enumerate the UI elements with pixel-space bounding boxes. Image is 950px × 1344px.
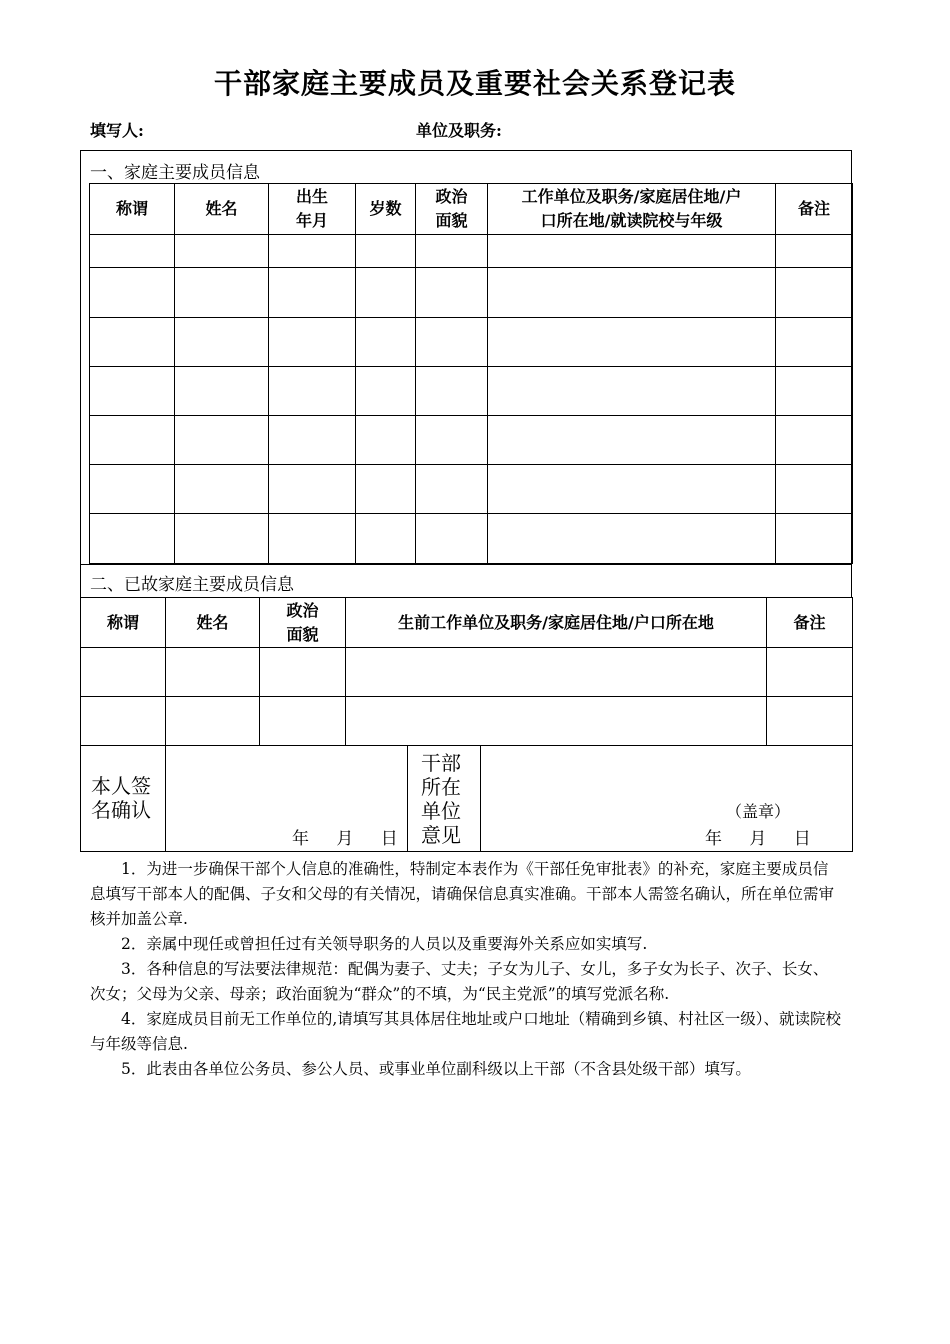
section1-header-4-line-1: 面貌 bbox=[435, 211, 468, 230]
table-cell[interactable] bbox=[260, 648, 346, 697]
table-row bbox=[81, 697, 853, 746]
instruction-2: 2．亲属中现任或曾担任过有关领导职务的人员以及重要海外关系应如实填写. bbox=[121, 935, 648, 953]
section1-header-1: 姓名 bbox=[175, 184, 269, 235]
table-cell[interactable] bbox=[90, 465, 175, 514]
table-cell[interactable] bbox=[416, 235, 488, 268]
table-cell[interactable] bbox=[776, 416, 853, 465]
section1-header-2-line-0: 出生 bbox=[295, 187, 328, 206]
seal-mark: （盖章） bbox=[726, 802, 791, 821]
table-cell[interactable] bbox=[260, 697, 346, 746]
table-row bbox=[90, 235, 853, 268]
table-cell[interactable] bbox=[488, 235, 776, 268]
table-cell[interactable] bbox=[416, 268, 488, 318]
table-row bbox=[90, 416, 853, 465]
table-cell[interactable] bbox=[175, 416, 269, 465]
section2-header-2-line-1: 面貌 bbox=[286, 624, 319, 644]
section1-header-4 bbox=[416, 184, 488, 235]
table-cell[interactable] bbox=[767, 697, 853, 746]
section1-header-0: 称谓 bbox=[90, 184, 175, 235]
section1-header-2-line-1: 年月 bbox=[295, 211, 328, 230]
table-cell[interactable] bbox=[81, 697, 166, 746]
table-cell[interactable] bbox=[416, 416, 488, 465]
table-cell[interactable] bbox=[175, 235, 269, 268]
table-cell[interactable] bbox=[416, 465, 488, 514]
table-row bbox=[90, 514, 853, 564]
table-cell[interactable] bbox=[416, 318, 488, 367]
table-cell[interactable] bbox=[269, 465, 356, 514]
unit-position-label: 单位及职务: bbox=[416, 121, 502, 140]
section2-title: 二、已故家庭主要成员信息 bbox=[90, 575, 294, 595]
table-cell[interactable] bbox=[776, 514, 853, 564]
self-signature-label-2: 名确认 bbox=[91, 798, 151, 822]
table-cell[interactable] bbox=[269, 268, 356, 318]
opinion-date: 年 月 日 bbox=[705, 829, 811, 849]
instructions bbox=[90, 857, 842, 1082]
section2-header-3: 生前工作单位及职务/家庭居住地/户口所在地 bbox=[346, 598, 767, 648]
table-row bbox=[90, 465, 853, 514]
table-cell[interactable] bbox=[356, 268, 416, 318]
table-cell[interactable] bbox=[776, 268, 853, 318]
table-cell[interactable] bbox=[346, 697, 767, 746]
instruction-4: 4．家庭成员目前无工作单位的,请填写其具体居住地址或户口地址（精确到乡镇、村社区一级）、就读院校与年级等信息. bbox=[90, 1010, 842, 1053]
table-cell[interactable] bbox=[776, 367, 853, 416]
table-cell[interactable] bbox=[269, 416, 356, 465]
section1-header-3: 岁数 bbox=[356, 184, 416, 235]
filler-label: 填写人: bbox=[90, 121, 144, 140]
table-cell[interactable] bbox=[356, 235, 416, 268]
section1-header-5-line-1: 口所在地/就读院校与年级 bbox=[540, 211, 723, 230]
table-cell[interactable] bbox=[488, 367, 776, 416]
table-cell[interactable] bbox=[776, 465, 853, 514]
self-signature-label-1: 本人签 bbox=[91, 774, 151, 798]
section2-header-0: 称谓 bbox=[81, 598, 166, 648]
instruction-5: 5．此表由各单位公务员、参公人员、或事业单位副科级以上干部（不含县处级干部）填写。 bbox=[121, 1060, 751, 1078]
opinion-label-3: 单位 bbox=[421, 799, 461, 823]
section1-title: 一、家庭主要成员信息 bbox=[90, 163, 260, 183]
self-signature-date: 年 月 日 bbox=[292, 829, 398, 849]
table-cell[interactable] bbox=[488, 465, 776, 514]
instruction-3: 3．各种信息的写法要法律规范：配偶为妻子、丈夫；子女为儿子、女儿，多子女为长子、次子、长女、次女；父母为父亲、母亲；政治面貌为“群众”的不填，为“民主党派”的填写党派名称. bbox=[90, 960, 829, 1003]
table-cell[interactable] bbox=[175, 465, 269, 514]
section1-header-4-line-0: 政治 bbox=[435, 187, 468, 206]
section1-header-5 bbox=[488, 184, 776, 235]
table-cell[interactable] bbox=[488, 514, 776, 564]
deceased-members-table bbox=[80, 597, 853, 746]
opinion-label-2: 所在 bbox=[421, 775, 461, 799]
table-cell[interactable] bbox=[776, 318, 853, 367]
table-cell[interactable] bbox=[175, 268, 269, 318]
table-cell[interactable] bbox=[90, 235, 175, 268]
opinion-label-1: 干部 bbox=[421, 751, 461, 775]
table-cell[interactable] bbox=[488, 318, 776, 367]
table-cell[interactable] bbox=[90, 318, 175, 367]
table-cell[interactable] bbox=[166, 648, 260, 697]
section2-header-2 bbox=[260, 598, 346, 648]
table-cell[interactable] bbox=[166, 697, 260, 746]
table-cell[interactable] bbox=[175, 367, 269, 416]
family-members-table bbox=[89, 183, 853, 564]
section2-header-4: 备注 bbox=[767, 598, 853, 648]
table-cell[interactable] bbox=[416, 367, 488, 416]
table-cell[interactable] bbox=[776, 235, 853, 268]
table-cell[interactable] bbox=[356, 318, 416, 367]
table-row bbox=[90, 318, 853, 367]
table-cell[interactable] bbox=[269, 235, 356, 268]
table-row bbox=[90, 367, 853, 416]
table-cell[interactable] bbox=[356, 514, 416, 564]
table-row bbox=[81, 648, 853, 697]
table-cell[interactable] bbox=[488, 268, 776, 318]
table-cell[interactable] bbox=[81, 648, 166, 697]
table-cell[interactable] bbox=[90, 514, 175, 564]
table-cell[interactable] bbox=[90, 268, 175, 318]
section2-header-2-line-0: 政治 bbox=[286, 600, 319, 620]
table-cell[interactable] bbox=[416, 514, 488, 564]
table-cell[interactable] bbox=[90, 367, 175, 416]
table-cell[interactable] bbox=[346, 648, 767, 697]
section1-header-5-line-0: 工作单位及职务/家庭居住地/户 bbox=[521, 187, 742, 206]
table-cell[interactable] bbox=[488, 416, 776, 465]
section1-header-6: 备注 bbox=[776, 184, 853, 235]
form-title: 干部家庭主要成员及重要社会关系登记表 bbox=[213, 67, 736, 100]
table-cell[interactable] bbox=[175, 318, 269, 367]
section2-header-1: 姓名 bbox=[166, 598, 260, 648]
table-cell[interactable] bbox=[90, 416, 175, 465]
table-cell[interactable] bbox=[269, 318, 356, 367]
section1-header-2 bbox=[269, 184, 356, 235]
table-cell[interactable] bbox=[356, 367, 416, 416]
table-cell[interactable] bbox=[767, 648, 853, 697]
instruction-1: 1．为进一步确保干部个人信息的准确性，特制定本表作为《干部任免审批表》的补充，家庭主要成员信息填写干部本人的配偶、子女和父母的有关情况，请确保信息真实准确。干部本人需签名确认，所在单位需审核并加盖公章. bbox=[90, 860, 835, 928]
table-cell[interactable] bbox=[269, 367, 356, 416]
table-cell[interactable] bbox=[175, 514, 269, 564]
table-cell[interactable] bbox=[269, 514, 356, 564]
table-row bbox=[90, 268, 853, 318]
table-cell[interactable] bbox=[356, 465, 416, 514]
table-cell[interactable] bbox=[356, 416, 416, 465]
opinion-label-4: 意见 bbox=[421, 823, 461, 847]
